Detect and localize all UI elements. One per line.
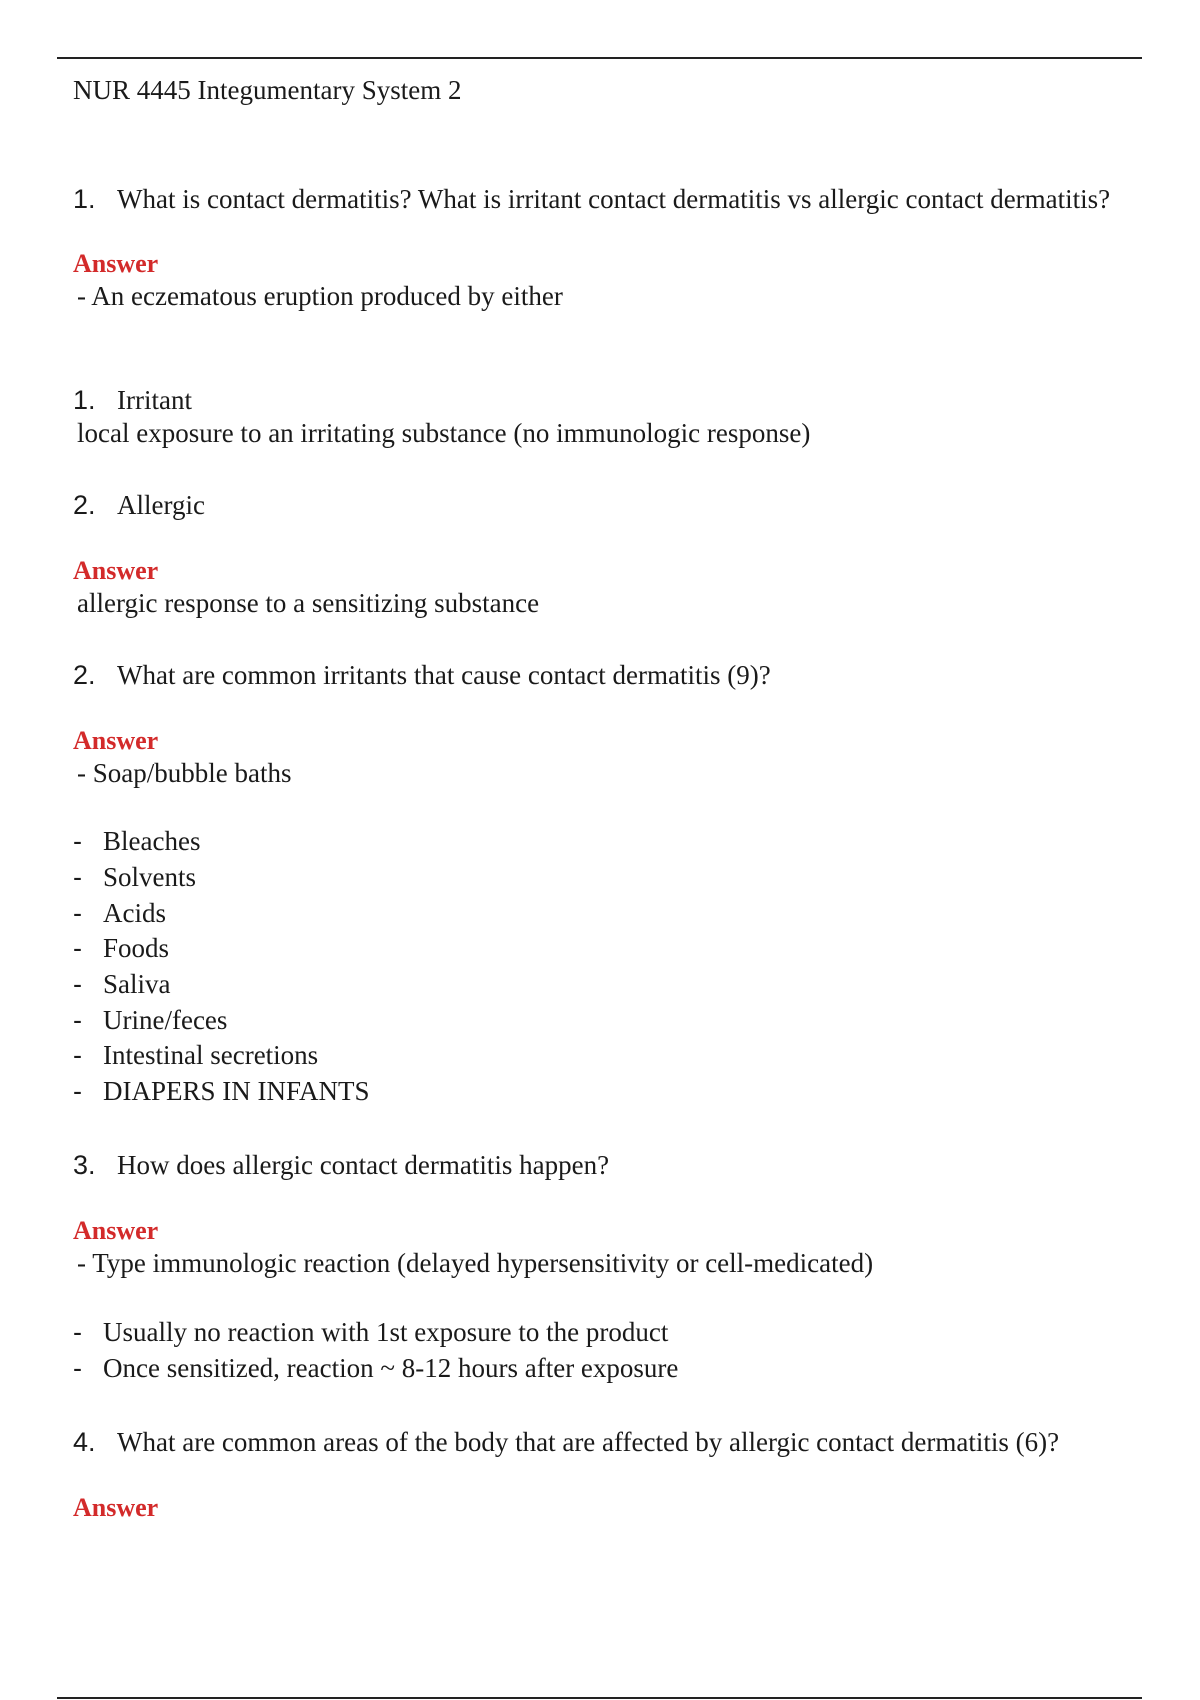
list-item-text: Saliva	[103, 969, 171, 999]
list-item-text: Acids	[103, 898, 166, 928]
question-4	[73, 1425, 1059, 1459]
question-3-text: How does allergic contact dermatitis happen?	[117, 1150, 610, 1180]
bottom-rule	[57, 1697, 1142, 1699]
bullet-dash: -	[73, 826, 82, 856]
bullet-dash: -	[73, 969, 82, 999]
question-3	[73, 1148, 609, 1182]
list-item	[73, 1351, 678, 1385]
list-item-text: Usually no reaction with 1st exposure to the product	[103, 1317, 669, 1347]
answer-2-text: - Soap/bubble baths	[77, 758, 292, 788]
sub-item-allergic-number: 2.	[73, 490, 96, 520]
answer-label-1: Answer	[73, 249, 159, 278]
list-item-text: DIAPERS IN INFANTS	[103, 1076, 370, 1106]
list-item-text: Solvents	[103, 862, 197, 892]
question-3-number: 3.	[73, 1150, 96, 1180]
list-item	[73, 896, 166, 930]
list-item	[73, 1038, 318, 1072]
sub-item-irritant-number: 1.	[73, 385, 96, 415]
sub-item-irritant-detail: local exposure to an irritating substance (no immunologic response)	[77, 418, 811, 448]
question-2-number: 2.	[73, 660, 96, 690]
sub-item-irritant	[73, 383, 192, 417]
answer-3-text: - Type immunologic reaction (delayed hypersensitivity or cell-medicated)	[77, 1248, 874, 1278]
bullet-dash: -	[73, 1040, 82, 1070]
bullet-dash: -	[73, 898, 82, 928]
answer-label-1b: Answer	[73, 556, 159, 585]
list-item	[73, 1315, 668, 1349]
top-rule	[57, 57, 1142, 59]
list-item-text: Once sensitized, reaction ~ 8-12 hours after exposure	[103, 1353, 679, 1383]
document-title: NUR 4445 Integumentary System 2	[73, 75, 462, 105]
answer-label-4: Answer	[73, 1493, 159, 1522]
question-1	[73, 182, 1110, 216]
list-item-text: Foods	[103, 933, 170, 963]
bullet-dash: -	[73, 1317, 82, 1347]
list-item-text: Bleaches	[103, 826, 201, 856]
sub-item-allergic	[73, 488, 205, 522]
list-item	[73, 967, 171, 1001]
list-item	[73, 1074, 370, 1108]
question-1-text: What is contact dermatitis? What is irritant contact dermatitis vs allergic contact dermatitis?	[117, 184, 1111, 214]
question-2	[73, 658, 771, 692]
question-4-text: What are common areas of the body that are affected by allergic contact dermatitis (6)?	[117, 1427, 1060, 1457]
question-1-number: 1.	[73, 184, 96, 214]
question-2-text: What are common irritants that cause contact dermatitis (9)?	[117, 660, 771, 690]
question-4-number: 4.	[73, 1427, 96, 1457]
sub-item-irritant-label: Irritant	[117, 385, 192, 415]
bullet-dash: -	[73, 1005, 82, 1035]
list-item	[73, 824, 200, 858]
bullet-dash: -	[73, 933, 82, 963]
list-item	[73, 931, 169, 965]
list-item-text: Intestinal secretions	[103, 1040, 319, 1070]
list-item	[73, 1003, 227, 1037]
bullet-dash: -	[73, 1353, 82, 1383]
bullet-dash: -	[73, 862, 82, 892]
list-item	[73, 860, 196, 894]
sub-item-allergic-label: Allergic	[117, 490, 205, 520]
list-item-text: Urine/feces	[103, 1005, 228, 1035]
bullet-dash: -	[73, 1076, 82, 1106]
answer-1b-text: allergic response to a sensitizing substance	[77, 588, 540, 618]
answer-1-text: - An eczematous eruption produced by either	[77, 281, 563, 311]
answer-label-2: Answer	[73, 726, 159, 755]
answer-label-3: Answer	[73, 1216, 159, 1245]
